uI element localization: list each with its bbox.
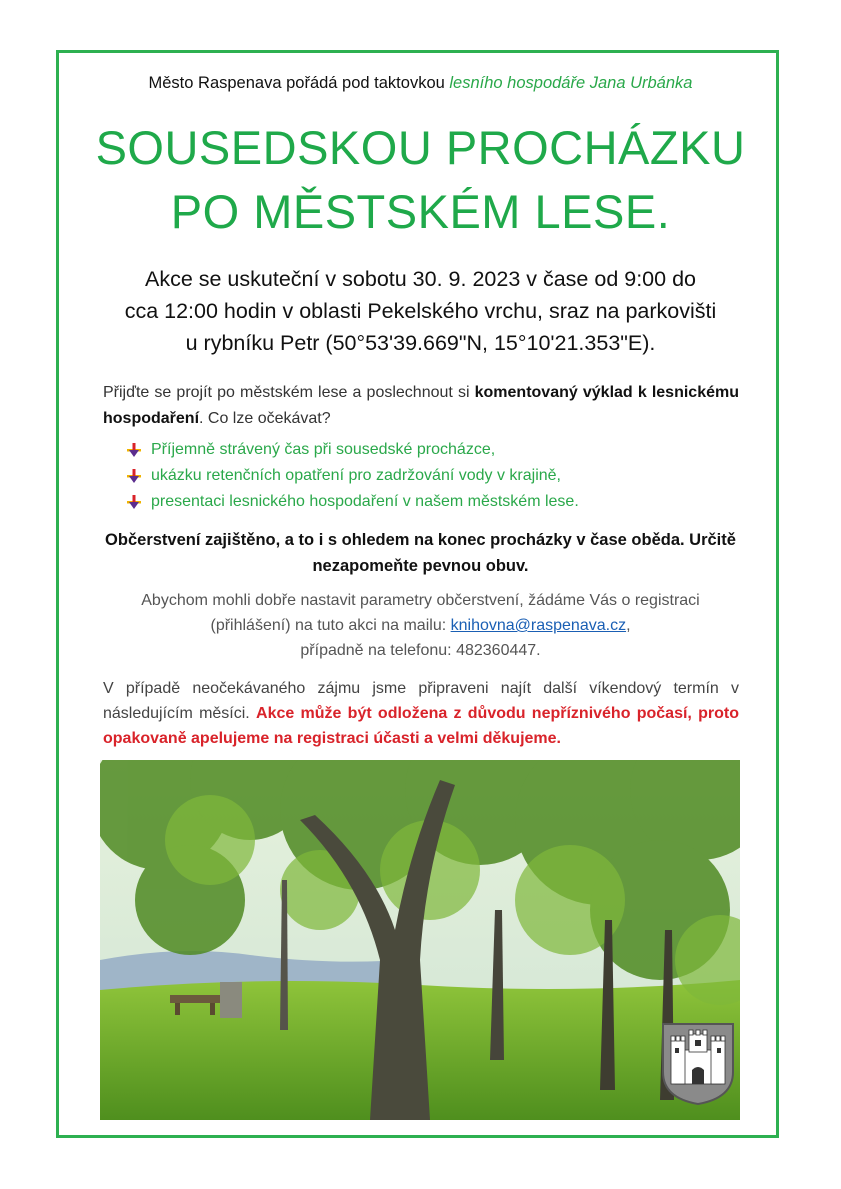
forest-illustration [100,760,740,1120]
event-details [90,263,751,359]
list-item: presentaci lesnického hospodaření v našem městském lese. [125,489,579,515]
intro-line: Město Raspenava pořádá pod taktovkou lesního hospodáře Jana Urbánka [148,74,693,92]
phone-line: případně na telefonu: 482360447. [300,642,541,659]
forester-name: lesního hospodáře Jana Urbánka [449,74,693,92]
email-link[interactable]: knihovna@raspenava.cz [450,617,627,634]
page-title [0,116,841,244]
bullet-arrow-icon [125,442,143,458]
event-line-1: Akce se uskuteční v sobotu 30. 9. 2023 v čase od 9:00 do [144,267,696,291]
weather-warning: Akce může být odložena z důvodu nepříznivého počasí, proto opakovaně apelujeme na registraci účasti a velmi děkujeme. [103,705,740,747]
title-line-2: PO MĚSTSKÉM LESE. [170,185,671,238]
list-item: Příjemně strávený čas při sousedské procházce, [125,437,579,463]
refreshment-note: Občerstvení zajištěno, a to i s ohledem na konec procházky v čase oběda. Určitě nezapomeňte pevnou obuv. [105,531,736,575]
list-item: ukázku retenčních opatření pro zadržování vody v krajině, [125,463,579,489]
notice-paragraph: V případě neočekávaného zájmu jsme připraveni najít další víkendový termín v následujícím měsíci. Akce může být odložena z důvodu nepříznivého počasí, proto opakovaně apelujeme na registraci účasti a velmi děkujeme. [103,680,740,747]
bullet-arrow-icon [125,468,143,484]
expectations-list [125,437,579,515]
registration-info: Abychom mohli dobře nastavit parametry občerstvení, žádáme Vás o registraci (přihlášení) na tuto akci na mailu: knihovna@raspenava.cz, případně na telefonu: 482360447. [95,588,746,663]
event-line-3: u rybníku Petr (50°53'39.669"N, 15°10'21.353"E). [185,331,656,355]
invite-paragraph: Přijďte se projít po městském lese a poslechnout si komentovaný výklad k lesnickému hospodaření. Co lze očekávat? [103,384,739,427]
town-crest-icon [661,1022,735,1106]
bullet-arrow-icon [125,494,143,510]
commentary-highlight: komentovaný výklad k lesnickému hospodaření [103,384,739,427]
event-line-2: cca 12:00 hodin v oblasti Pekelského vrchu, sraz na parkovišti [124,299,717,323]
forest-photo [100,760,740,1120]
title-line-1: SOUSEDSKOU PROCHÁZKU [95,121,746,174]
